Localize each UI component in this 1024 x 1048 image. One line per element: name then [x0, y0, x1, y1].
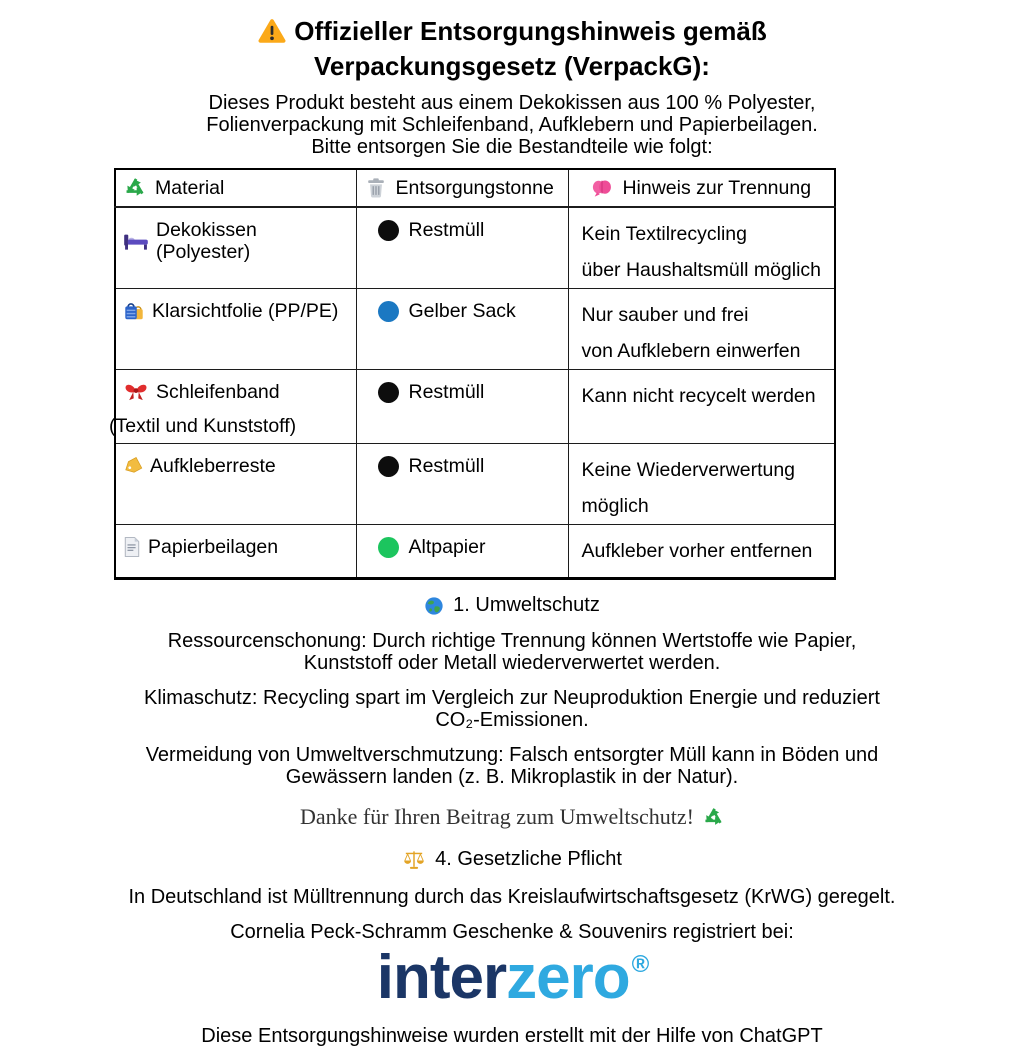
note-cell [568, 525, 835, 579]
material-label-line2: (Textil und Kunststoff) [109, 415, 297, 437]
table-row [115, 370, 835, 444]
material-label: Aufkleberreste [150, 455, 276, 477]
bin-label: Gelber Sack [408, 300, 516, 322]
note-line: Aufkleber vorher entfernen [581, 540, 813, 562]
shopping-bags-icon [123, 300, 145, 322]
paragraph-line: Klimaschutz: Recycling spart im Vergleich zur Neuproduktion Energie und reduziert [144, 687, 880, 709]
bin-label: Restmüll [408, 219, 485, 241]
note-line: Nur sauber und frei [581, 304, 749, 326]
header-bin-label: Entsorgungstonne [395, 176, 554, 199]
bin-cell [356, 525, 568, 579]
note-line: über Haushaltsmüll möglich [581, 259, 822, 281]
header-material-label: Material [155, 176, 225, 199]
recycle-icon [703, 807, 724, 828]
material-cell [115, 525, 356, 579]
note-line: möglich [581, 495, 649, 517]
note-cell [568, 444, 835, 525]
footer-note: Diese Entsorgungshinweise wurden erstellt mit der Hilfe von ChatGPT [201, 1025, 823, 1047]
bin-label: Altpapier [408, 536, 486, 558]
note-line: von Aufklebern einwerfen [581, 340, 801, 362]
header-note [568, 169, 835, 207]
note-line: Kein Textilrecycling [581, 223, 747, 245]
disposal-table [109, 168, 836, 580]
bin-color-dot [378, 537, 399, 558]
paragraph-klimaschutz [0, 687, 1024, 731]
note-cell [568, 207, 835, 289]
trash-icon [365, 177, 387, 199]
ribbon-bow-icon [123, 382, 149, 402]
bin-cell [356, 444, 568, 525]
material-label: Schleifenband [156, 381, 280, 403]
bin-label: Restmüll [408, 381, 485, 403]
material-label: Papierbeilagen [148, 536, 279, 558]
section-heading-umweltschutz-label: 1. Umweltschutz [453, 594, 600, 616]
material-cell [115, 207, 356, 289]
intro-paragraph [0, 92, 1024, 158]
material-cell [115, 289, 356, 370]
registered-line: Cornelia Peck-Schramm Geschenke & Souvenirs registriert bei: [230, 921, 794, 943]
material-label: Dekokissen (Polyester) [156, 219, 257, 263]
warning-icon [257, 18, 287, 51]
interzero-logo-zero: zero [506, 943, 630, 1012]
intro-line: Dieses Produkt besteht aus einem Dekokissen aus 100 % Polyester, [208, 92, 816, 114]
paragraph-ressourcenschonung [0, 630, 1024, 674]
registered-trademark-symbol: ® [631, 951, 650, 978]
label-tag-icon [123, 456, 143, 476]
note-cell [568, 289, 835, 370]
page-title-line1 [0, 16, 1024, 51]
note-line: Keine Wiederverwertung [581, 459, 796, 481]
paragraph-line: Ressourcenschonung: Durch richtige Trennung können Wertstoffe wie Papier, [167, 630, 857, 652]
bin-color-dot [378, 301, 399, 322]
header-material [115, 169, 356, 207]
intro-line: Folienverpackung mit Schleifenband, Aufklebern und Papierbeilagen. [206, 114, 818, 136]
paragraph-line: Gewässern landen (z. B. Mikroplastik in der Natur). [285, 766, 739, 788]
bin-color-dot [378, 456, 399, 477]
bed-icon [123, 231, 149, 251]
page-title-text1: Offizieller Entsorgungshinweis gemäß [294, 16, 767, 46]
paragraph-umweltverschmutzung [0, 744, 1024, 788]
page-title-text2: Verpackungsgesetz (VerpackG): [314, 51, 710, 81]
header-bin [356, 169, 568, 207]
globe-icon [424, 596, 444, 616]
bin-color-dot [378, 220, 399, 241]
table-row [115, 289, 835, 370]
bin-color-dot [378, 382, 399, 403]
material-label: Klarsichtfolie (PP/PE) [152, 300, 339, 322]
thanks-line [0, 804, 1024, 830]
note-cell [568, 370, 835, 444]
recycle-icon [124, 177, 146, 199]
interzero-logo-inter: inter [376, 943, 507, 1012]
paragraph-line: Kunststoff oder Metall wiederverwertet werden. [303, 652, 721, 674]
table-row [115, 207, 835, 289]
brain-icon [591, 178, 613, 198]
material-cell [115, 444, 356, 525]
note-line: Kann nicht recycelt werden [581, 385, 816, 407]
table-row [115, 525, 835, 579]
material-cell [109, 370, 356, 444]
table-header-row [115, 169, 835, 207]
page-icon [123, 536, 141, 558]
interzero-logo [0, 943, 1024, 1021]
krwg-line: In Deutschland ist Mülltrennung durch das Kreislaufwirtschaftsgesetz (KrWG) geregelt. [128, 886, 896, 908]
section-heading-pflicht [0, 848, 1024, 871]
scales-icon [402, 850, 426, 870]
bin-cell [356, 370, 568, 444]
bin-cell [356, 289, 568, 370]
intro-line: Bitte entsorgen Sie die Bestandteile wie folgt: [311, 136, 713, 158]
bin-cell [356, 207, 568, 289]
paragraph-line: CO₂-Emissionen. [435, 709, 589, 731]
table-row [115, 444, 835, 525]
section-heading-pflicht-label: 4. Gesetzliche Pflicht [435, 848, 622, 870]
paragraph-line: Vermeidung von Umweltverschmutzung: Falsch entsorgter Müll kann in Böden und [145, 744, 879, 766]
section-heading-umweltschutz [0, 594, 1024, 617]
bin-label: Restmüll [408, 455, 485, 477]
header-note-label: Hinweis zur Trennung [622, 176, 812, 199]
page-title [0, 16, 1024, 82]
thanks-text: Danke für Ihren Beitrag zum Umweltschutz! [299, 804, 695, 829]
